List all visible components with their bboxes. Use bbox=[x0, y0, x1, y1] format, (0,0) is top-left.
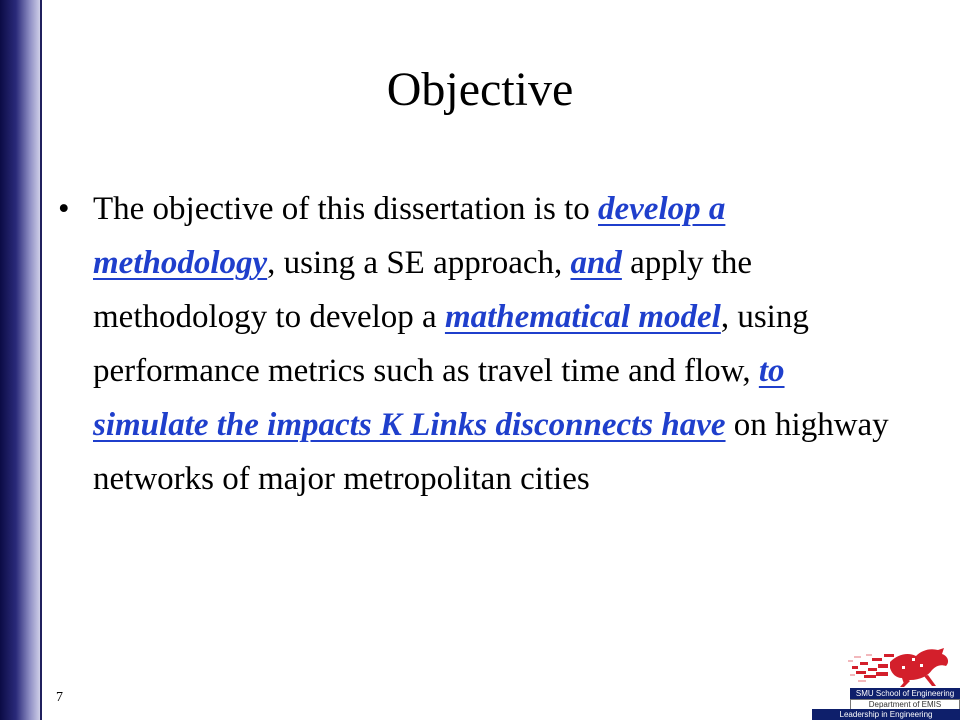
smu-logo bbox=[812, 644, 960, 720]
bullet-text bbox=[93, 182, 898, 506]
logo-department-label: Department of EMIS bbox=[850, 699, 960, 710]
bullet-text-segment: , using performance metrics such as travel time and flow, bbox=[93, 299, 809, 389]
logo-school-label: SMU School of Engineering bbox=[850, 688, 960, 699]
bullet-text-segment: The objective of this dissertation is to bbox=[93, 191, 598, 227]
mustang-logo-icon bbox=[846, 644, 958, 688]
bullet-text-segment: apply the methodology to develop a bbox=[93, 245, 753, 335]
bullet-text-segment: on highway networks of major metropolitan cities bbox=[93, 407, 889, 497]
highlight-develop-methodology: develop a methodology bbox=[93, 191, 726, 281]
bullet-dot-icon: • bbox=[58, 191, 70, 227]
bullet-text-segment: , using a SE approach, bbox=[267, 245, 571, 281]
slide-title: Objective bbox=[386, 63, 574, 116]
logo-tagline-label: Leadership in Engineering bbox=[812, 709, 960, 720]
page-number: 7 bbox=[56, 690, 63, 705]
highlight-simulate-impacts: to simulate the impacts K Links disconnects have bbox=[93, 353, 785, 443]
bullet-item bbox=[58, 182, 898, 506]
highlight-and: and bbox=[570, 245, 622, 281]
highlight-mathematical-model: mathematical model bbox=[444, 299, 721, 335]
